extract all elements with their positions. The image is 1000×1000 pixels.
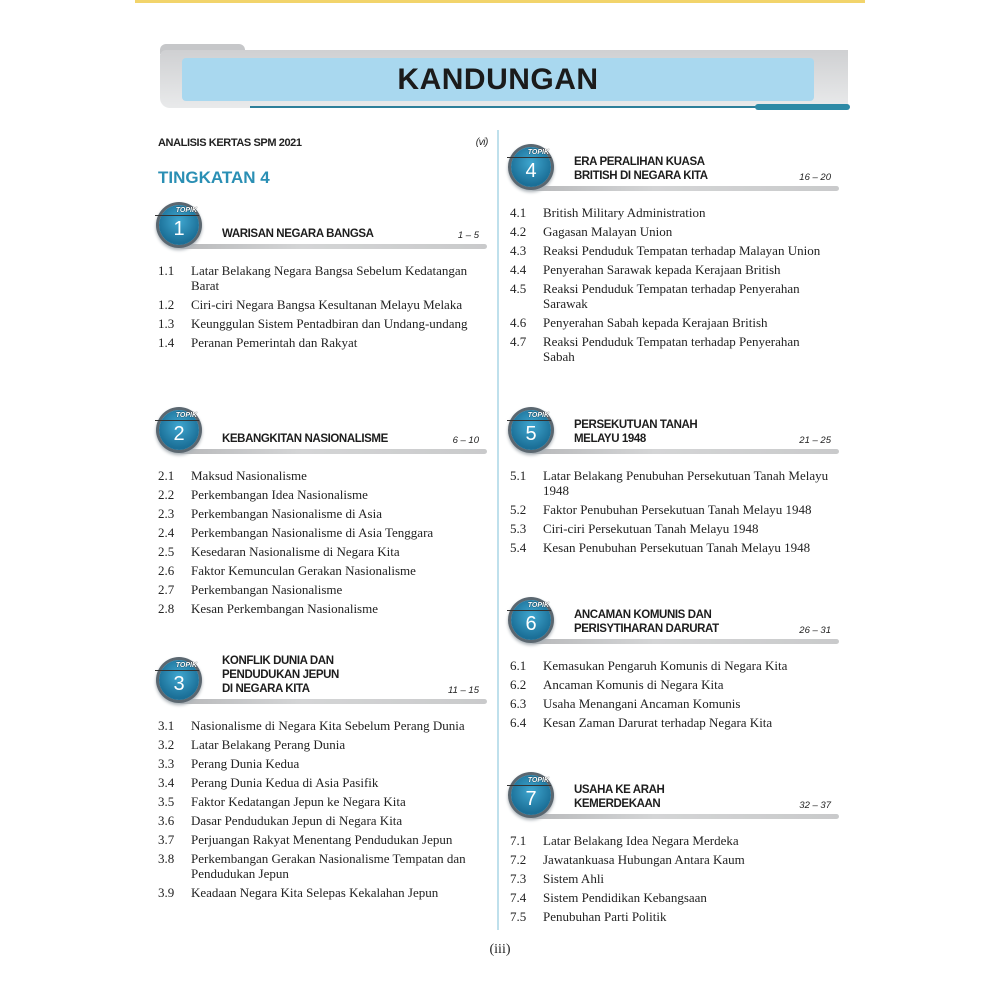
topic-7 xyxy=(507,775,839,928)
subtopic-item[interactable] xyxy=(507,205,839,220)
subtopic-item[interactable] xyxy=(507,852,839,867)
subtopic-number: 2.3 xyxy=(158,506,175,521)
subtopic-text: Maksud Nasionalisme xyxy=(191,468,307,483)
subtopic-text: Perang Dunia Kedua di Asia Pasifik xyxy=(191,775,379,790)
subtopic-text: Penyerahan Sarawak kepada Kerajaan British xyxy=(543,262,781,277)
subtopic-item[interactable] xyxy=(155,601,487,616)
subtopic-text: Peranan Pemerintah dan Rakyat xyxy=(191,335,358,350)
subtopic-number: 6.1 xyxy=(510,658,527,673)
topic-title xyxy=(222,654,339,696)
subtopic-text: Perang Dunia Kedua xyxy=(191,756,300,771)
subtopic-text: Perkembangan Idea Nasionalisme xyxy=(191,487,368,502)
topic-pages: 11 – 15 xyxy=(448,685,479,696)
topic-pages: 1 – 5 xyxy=(457,230,479,241)
topik-label: TOPIK xyxy=(507,412,551,421)
subtopic-text: British Military Administration xyxy=(543,205,706,220)
subtopic-text: Reaksi Penduduk Tempatan terhadap Penyerahan Sabah xyxy=(543,334,800,364)
topic-title xyxy=(574,418,697,446)
subtopic-list xyxy=(507,658,839,730)
subtopic-item[interactable] xyxy=(155,316,487,331)
subtopic-number: 4.4 xyxy=(510,262,527,277)
topic-pages: 16 – 20 xyxy=(799,172,831,183)
subtopic-text: Faktor Penubuhan Persekutuan Tanah Melayu 1948 xyxy=(543,502,812,517)
subtopic-number: 6.3 xyxy=(510,696,527,711)
subtopic-text: Sistem Pendidikan Kebangsaan xyxy=(543,890,707,905)
subtopic-list xyxy=(507,833,839,924)
subtopic-number: 3.8 xyxy=(158,851,175,866)
subtopic-number: 7.4 xyxy=(510,890,527,905)
subtopic-text: Dasar Pendudukan Jepun di Negara Kita xyxy=(191,813,403,828)
subtopic-number: 3.6 xyxy=(158,813,175,828)
subtopic-item[interactable] xyxy=(507,468,839,498)
topic-title-line: USAHA KE ARAH xyxy=(574,784,665,796)
topik-label: TOPIK xyxy=(155,662,199,671)
subtopic-item[interactable] xyxy=(507,315,839,330)
subtopic-text: Kesedaran Nasionalisme di Negara Kita xyxy=(191,544,400,559)
subtopic-list xyxy=(155,718,487,900)
subtopic-item[interactable] xyxy=(507,871,839,886)
subtopic-list xyxy=(155,468,487,616)
subtopic-item[interactable] xyxy=(155,506,487,521)
topic-4 xyxy=(507,147,839,368)
subtopic-number: 6.2 xyxy=(510,677,527,692)
topic-badge-icon: 3 xyxy=(159,660,199,700)
subtopic-text: Penubuhan Parti Politik xyxy=(543,909,667,924)
subtopic-text: Reaksi Penduduk Tempatan terhadap Malayan Union xyxy=(543,243,821,258)
subtopic-text: Reaksi Penduduk Tempatan terhadap Penyerahan Sarawak xyxy=(543,281,800,311)
subtopic-number: 1.3 xyxy=(158,316,175,331)
subtopic-text: Jawatankuasa Hubungan Antara Kaum xyxy=(543,852,745,867)
topik-label: TOPIK xyxy=(507,777,551,786)
subtopic-number: 4.5 xyxy=(510,281,527,296)
subtopic-item[interactable] xyxy=(507,696,839,711)
header-bar xyxy=(531,449,839,454)
subtopic-text: Perjuangan Rakyat Menentang Pendudukan Jepun xyxy=(191,832,453,847)
subtopic-number: 7.3 xyxy=(510,871,527,886)
topic-2 xyxy=(155,410,487,620)
topic-title-line: PENDUDUKAN JEPUN xyxy=(222,669,339,681)
subtopic-item[interactable] xyxy=(507,909,839,924)
topic-header[interactable] xyxy=(507,410,839,456)
subtopic-text: Kesan Zaman Darurat terhadap Negara Kita xyxy=(543,715,773,730)
subtopic-item[interactable] xyxy=(155,737,487,752)
subtopic-item[interactable] xyxy=(155,544,487,559)
analisis-page: (vi) xyxy=(475,137,488,148)
topic-badge-icon: 5 xyxy=(511,410,551,450)
topik-label: TOPIK xyxy=(507,149,551,158)
subtopic-text: Ciri-ciri Negara Bangsa Kesultanan Melayu Melaka xyxy=(191,297,463,312)
subtopic-item[interactable] xyxy=(507,224,839,239)
subtopic-text: Nasionalisme di Negara Kita Sebelum Perang Dunia xyxy=(191,718,465,733)
analisis-label: ANALISIS KERTAS SPM 2021 xyxy=(158,137,302,149)
header-bar xyxy=(531,186,839,191)
subtopic-number: 1.2 xyxy=(158,297,175,312)
subtopic-item[interactable] xyxy=(155,468,487,483)
subtopic-number: 2.2 xyxy=(158,487,175,502)
title-banner xyxy=(182,58,814,101)
subtopic-number: 1.4 xyxy=(158,335,175,350)
subtopic-number: 4.7 xyxy=(510,334,527,349)
subtopic-number: 2.1 xyxy=(158,468,175,483)
subtopic-number: 5.2 xyxy=(510,502,527,517)
topic-title xyxy=(222,432,388,446)
subtopic-item[interactable] xyxy=(155,718,487,733)
subtopic-text: Ciri-ciri Persekutuan Tanah Melayu 1948 xyxy=(543,521,759,536)
section-heading: TINGKATAN 4 xyxy=(158,168,270,187)
subtopic-item[interactable] xyxy=(155,487,487,502)
topic-header[interactable] xyxy=(155,205,487,251)
subtopic-text: Keadaan Negara Kita Selepas Kekalahan Jepun xyxy=(191,885,439,900)
subtopic-number: 4.6 xyxy=(510,315,527,330)
subtopic-item[interactable] xyxy=(155,851,487,881)
subtopic-number: 7.5 xyxy=(510,909,527,924)
subtopic-item[interactable] xyxy=(507,262,839,277)
subtopic-number: 3.1 xyxy=(158,718,175,733)
subtopic-text: Keunggulan Sistem Pentadbiran dan Undang-undang xyxy=(191,316,468,331)
subtopic-text: Usaha Menangani Ancaman Komunis xyxy=(543,696,741,711)
subtopic-item[interactable] xyxy=(155,582,487,597)
page-title: KANDUNGAN xyxy=(397,63,599,96)
topic-5 xyxy=(507,410,839,559)
subtopic-number: 2.7 xyxy=(158,582,175,597)
topic-title xyxy=(574,783,664,811)
header-bar xyxy=(531,639,839,644)
subtopic-text: Latar Belakang Perang Dunia xyxy=(191,737,346,752)
subtopic-item[interactable] xyxy=(507,502,839,517)
subtopic-item[interactable] xyxy=(507,540,839,555)
subtopic-item[interactable] xyxy=(507,521,839,536)
subtopic-item[interactable] xyxy=(507,243,839,258)
topic-pages: 21 – 25 xyxy=(799,435,831,446)
subtopic-number: 4.1 xyxy=(510,205,527,220)
topic-title-line: KONFLIK DUNIA DAN xyxy=(222,655,334,667)
subtopic-text: Ancaman Komunis di Negara Kita xyxy=(543,677,724,692)
subtopic-number: 2.6 xyxy=(158,563,175,578)
subtopic-item[interactable] xyxy=(507,715,839,730)
subtopic-item[interactable] xyxy=(507,658,839,673)
topic-title-line: WARISAN NEGARA BANGSA xyxy=(222,228,374,240)
topic-badge-icon: 4 xyxy=(511,147,551,187)
subtopic-item[interactable] xyxy=(155,885,487,900)
subtopic-number: 3.7 xyxy=(158,832,175,847)
topic-title xyxy=(222,227,374,241)
header-bar xyxy=(179,244,487,249)
topic-title-line: PERISYTIHARAN DARURAT xyxy=(574,623,719,635)
topic-badge-icon: 2 xyxy=(159,410,199,450)
subtopic-text: Faktor Kedatangan Jepun ke Negara Kita xyxy=(191,794,406,809)
subtopic-text: Latar Belakang Idea Negara Merdeka xyxy=(543,833,739,848)
subtopic-item[interactable] xyxy=(155,335,487,350)
subtopic-number: 4.2 xyxy=(510,224,527,239)
topic-pages: 32 – 37 xyxy=(799,800,831,811)
analisis-entry[interactable] xyxy=(158,137,488,149)
subtopic-item[interactable] xyxy=(155,794,487,809)
topic-title-line: DI NEGARA KITA xyxy=(222,683,310,695)
subtopic-text: Latar Belakang Penubuhan Persekutuan Tanah Melayu 1948 xyxy=(543,468,829,498)
topic-1 xyxy=(155,205,487,354)
subtopic-item[interactable] xyxy=(155,525,487,540)
subtopic-item[interactable] xyxy=(507,890,839,905)
topic-title xyxy=(574,155,708,183)
column-divider xyxy=(497,130,499,930)
banner-underline xyxy=(250,106,760,108)
subtopic-number: 5.1 xyxy=(510,468,527,483)
subtopic-text: Kemasukan Pengaruh Komunis di Negara Kita xyxy=(543,658,788,673)
topic-header[interactable] xyxy=(507,147,839,193)
subtopic-list xyxy=(507,468,839,555)
subtopic-number: 6.4 xyxy=(510,715,527,730)
header-bar xyxy=(531,814,839,819)
topik-label: TOPIK xyxy=(507,602,551,611)
subtopic-item[interactable] xyxy=(507,833,839,848)
subtopic-text: Sistem Ahli xyxy=(543,871,605,886)
subtopic-text: Penyerahan Sabah kepada Kerajaan British xyxy=(543,315,768,330)
subtopic-text: Kesan Perkembangan Nasionalisme xyxy=(191,601,379,616)
subtopic-item[interactable] xyxy=(155,813,487,828)
subtopic-number: 3.2 xyxy=(158,737,175,752)
topic-header[interactable] xyxy=(507,600,839,646)
subtopic-item[interactable] xyxy=(507,677,839,692)
subtopic-text: Perkembangan Nasionalisme xyxy=(191,582,343,597)
topic-title-line: KEBANGKITAN NASIONALISME xyxy=(222,433,388,445)
subtopic-number: 2.8 xyxy=(158,601,175,616)
subtopic-number: 3.3 xyxy=(158,756,175,771)
topik-label: TOPIK xyxy=(155,207,199,216)
topic-pages: 6 – 10 xyxy=(452,435,479,446)
subtopic-number: 3.4 xyxy=(158,775,175,790)
subtopic-text: Perkembangan Nasionalisme di Asia xyxy=(191,506,382,521)
subtopic-item[interactable] xyxy=(155,563,487,578)
subtopic-number: 7.2 xyxy=(510,852,527,867)
subtopic-number: 7.1 xyxy=(510,833,527,848)
topic-header[interactable] xyxy=(507,775,839,821)
subtopic-item[interactable] xyxy=(155,775,487,790)
topic-title-line: KEMERDEKAAN xyxy=(574,798,661,810)
subtopic-text: Kesan Penubuhan Persekutuan Tanah Melayu 1948 xyxy=(543,540,811,555)
topic-title-line: BRITISH DI NEGARA KITA xyxy=(574,170,708,182)
subtopic-list xyxy=(507,205,839,364)
topic-3 xyxy=(155,655,487,904)
subtopic-text: Perkembangan Gerakan Nasionalisme Tempatan dan Pendudukan Jepun xyxy=(191,851,466,881)
subtopic-number: 5.4 xyxy=(510,540,527,555)
topic-title-line: MELAYU 1948 xyxy=(574,433,646,445)
subtopic-number: 2.4 xyxy=(158,525,175,540)
topic-title-line: PERSEKUTUAN TANAH xyxy=(574,419,698,431)
subtopic-item[interactable] xyxy=(155,756,487,771)
subtopic-number: 3.5 xyxy=(158,794,175,809)
topic-badge-icon: 6 xyxy=(511,600,551,640)
topic-title xyxy=(574,608,719,636)
subtopic-number: 4.3 xyxy=(510,243,527,258)
subtopic-list xyxy=(155,263,487,350)
header-bar xyxy=(179,449,487,454)
topic-title-line: ERA PERALIHAN KUASA xyxy=(574,156,705,168)
header-bar xyxy=(179,699,487,704)
subtopic-item[interactable] xyxy=(507,281,839,311)
topic-header[interactable] xyxy=(155,655,487,706)
topic-title-line: ANCAMAN KOMUNIS DAN xyxy=(574,609,712,621)
topik-label: TOPIK xyxy=(155,412,199,421)
subtopic-number: 2.5 xyxy=(158,544,175,559)
top-rule xyxy=(135,0,865,3)
subtopic-number: 5.3 xyxy=(510,521,527,536)
subtopic-text: Perkembangan Nasionalisme di Asia Tenggara xyxy=(191,525,434,540)
subtopic-item[interactable] xyxy=(155,263,487,293)
topic-badge-icon: 1 xyxy=(159,205,199,245)
subtopic-item[interactable] xyxy=(507,334,839,364)
subtopic-number: 3.9 xyxy=(158,885,175,900)
subtopic-item[interactable] xyxy=(155,297,487,312)
topic-6 xyxy=(507,600,839,734)
page-number: (iii) xyxy=(489,942,511,957)
subtopic-item[interactable] xyxy=(155,832,487,847)
subtopic-text: Latar Belakang Negara Bangsa Sebelum Kedatangan Barat xyxy=(191,263,468,293)
subtopic-text: Faktor Kemunculan Gerakan Nasionalisme xyxy=(191,563,416,578)
topic-pages: 26 – 31 xyxy=(799,625,831,636)
banner-underline-accent xyxy=(755,104,850,110)
subtopic-number: 1.1 xyxy=(158,263,175,278)
topic-badge-icon: 7 xyxy=(511,775,551,815)
subtopic-text: Gagasan Malayan Union xyxy=(543,224,673,239)
topic-header[interactable] xyxy=(155,410,487,456)
